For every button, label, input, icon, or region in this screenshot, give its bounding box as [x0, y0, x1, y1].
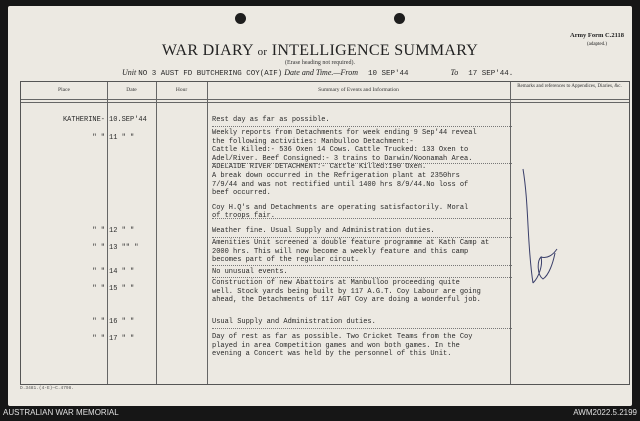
column-divider	[510, 82, 511, 384]
date-from-label: Date and Time.—From	[284, 68, 358, 77]
event-line: of troops fair.	[212, 212, 276, 221]
event-line: Adel/River. Beef Consigned:- 3 trains to Darwin/Noonamah Area.	[212, 154, 473, 163]
diary-sheet	[8, 6, 632, 406]
entry-place: " "	[92, 318, 105, 326]
entry-place: " "	[92, 268, 105, 276]
entry-date: 17 " "	[109, 335, 135, 343]
entry-events	[212, 279, 481, 305]
column-header-date: Date	[126, 87, 137, 93]
unit-value: NO 3 AUST FD BUTCHERING COY(AIF)	[138, 70, 283, 78]
entry-place: KATHERINE-	[62, 116, 105, 124]
entry-date: 11 " "	[109, 134, 135, 142]
entry-events	[212, 333, 472, 359]
entry-events	[212, 227, 435, 236]
entry-date: 15 " "	[109, 285, 135, 293]
entry-date: 16 " "	[109, 318, 135, 326]
entry-place: " "	[92, 134, 105, 142]
event-line: Construction of new Abattoirs at Manbulloo proceeding quite	[212, 279, 460, 287]
entry-rule	[212, 237, 512, 238]
event-line: evening a Concert was held by the personnel of this Unit.	[212, 350, 452, 359]
page-title	[8, 42, 632, 60]
event-line: Weather fine. Usual Supply and Administration duties.	[212, 227, 435, 235]
army-form-note: (adapted.)	[586, 42, 608, 47]
entry-date: 13 "" "	[109, 244, 139, 252]
entry-place: " "	[92, 335, 105, 343]
event-line: Coy H.Q's and Detachments are operating satisfactorily. Moral	[212, 203, 469, 212]
event-line: ADELAIDE RIVER DETACHMENT:- Cattle Killed:190 Oxen.	[212, 163, 427, 172]
punch-hole	[235, 13, 246, 24]
entry-rule	[212, 163, 512, 164]
entry-rule	[212, 328, 512, 329]
subtitle: (Erase heading not required).	[285, 60, 355, 66]
army-form-number: Army Form C.2118	[570, 32, 624, 39]
column-header-remarks: Remarks and references to Appendices, Diaries, &c.	[517, 84, 622, 89]
entry-date: 12 " "	[109, 227, 135, 235]
handwritten-signature	[519, 165, 559, 315]
entry-events	[212, 268, 288, 277]
event-line: played in area Competition games and won both games. In the	[212, 341, 460, 350]
entry-events	[212, 318, 376, 327]
header-rule	[21, 99, 629, 100]
event-line: ahead, the Detachments of 117 AGT Coy are doing a wonderful job.	[212, 296, 481, 305]
date-from-value: 10 SEP'44	[367, 70, 409, 78]
event-line: 7/9/44 and was not rectified until 1400 hrs 8/9/44.No loss of	[212, 180, 469, 189]
entry-events	[212, 116, 330, 125]
event-line: Rest day as far as possible.	[212, 116, 330, 124]
event-line: becomes part of the regular circut.	[212, 256, 360, 265]
unit-label: Unit	[122, 68, 137, 77]
entry-rule	[212, 126, 512, 127]
event-line: Day of rest as far as possible. Two Cricket Teams from the Coy	[212, 333, 473, 341]
entry-date: 10.SEP'44	[109, 116, 147, 124]
entry-place: " "	[92, 285, 105, 293]
archive-reference: AWM2022.5.2199	[573, 408, 637, 417]
archive-caption: AUSTRALIAN WAR MEMORIAL	[3, 408, 119, 417]
date-to-value: 17 SEP'44.	[468, 70, 514, 78]
column-header-place: Place	[58, 87, 70, 93]
title-war-diary: WAR DIARY	[161, 42, 254, 59]
diary-table	[20, 81, 630, 385]
form-print-code: D.3481.(4-E)—C.4798.	[20, 386, 75, 391]
title-intelligence-summary: INTELLIGENCE SUMMARY	[271, 42, 479, 59]
event-line: Cattle Killed:- 536 Oxen 14 Cows. Cattle Trucked: 133 Oxen to	[212, 146, 469, 155]
event-line: 2000 hrs. This will now become a weekly feature and this camp	[212, 247, 469, 256]
column-divider	[156, 82, 157, 384]
event-line: the following activities: Manbulloo Detachment:-	[212, 137, 414, 146]
column-header-hour: Hour	[175, 87, 188, 93]
event-line: Weekly reports from Detachments for week ending 9 Sep'44 reveal	[212, 129, 477, 137]
punch-hole	[394, 13, 405, 24]
entry-rule	[212, 277, 512, 278]
entry-rule	[212, 265, 512, 266]
event-line: Amenities Unit screened a double feature programme at Kath Camp at	[212, 239, 490, 247]
column-divider	[207, 82, 208, 384]
entry-events	[212, 129, 477, 221]
header-rule	[21, 102, 629, 103]
event-line: Usual Supply and Administration duties.	[212, 318, 376, 326]
column-header-summary: Summary of Events and Information	[318, 87, 399, 93]
date-to-label: To	[450, 68, 459, 77]
event-line: well. Stock yards being built by 117 A.G.T. Coy Labour are going	[212, 287, 481, 296]
entry-events	[212, 239, 489, 265]
event-line: A break down occurred in the Refrigeration plant at 2350hrs	[212, 171, 460, 180]
column-divider	[107, 82, 108, 384]
title-or: or	[257, 46, 268, 58]
event-line: No unusual events.	[212, 268, 288, 276]
entry-rule	[212, 218, 512, 219]
unit-line	[122, 68, 513, 78]
entry-date: 14 " "	[109, 268, 135, 276]
event-line: beef occurred.	[212, 189, 271, 198]
entry-place: " "	[92, 227, 105, 235]
entry-place: " "	[92, 244, 105, 252]
